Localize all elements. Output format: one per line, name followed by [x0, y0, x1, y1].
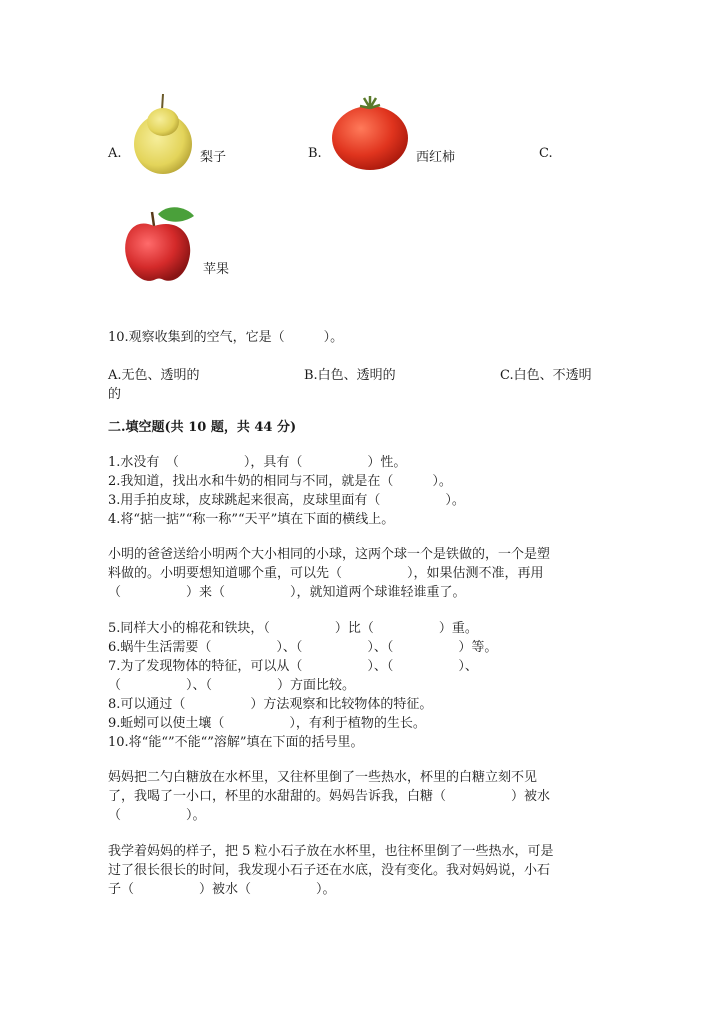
option-b-label: 西红柿 — [416, 150, 456, 165]
fill-q9: 9.蚯蚓可以使土壤（ ），有利于植物的生长。 — [108, 716, 426, 731]
option-a-letter: A. — [108, 146, 122, 161]
fill-q3: 3.用手拍皮球，皮球跳起来很高，皮球里面有（ ）。 — [108, 493, 465, 508]
q10-paragraph2-line2: 过了很长很长的时间，我发现小石子还在水底，没有变化。我对妈妈说，小石 — [108, 863, 551, 878]
q10-option-c-wrap: 的 — [108, 387, 122, 402]
fill-q10: 10.将“能“”不能“”溶解”填在下面的括号里。 — [108, 735, 364, 750]
q10-paragraph1-line2: 了，我喝了一小口，杯里的水甜甜的。妈妈告诉我，白糖（ ）被水 — [108, 789, 551, 804]
fill-q2: 2.我知道，找出水和牛奶的相同与不同，就是在（ ）。 — [108, 474, 452, 489]
q10-paragraph2-line1: 我学着妈妈的样子，把 5 粒小石子放在水杯里，也往杯里倒了一些热水，可是 — [108, 844, 554, 859]
q10-stem: 10.观察收集到的空气，它是（ ）。 — [108, 330, 344, 345]
fill-q4: 4.将“掂一掂”“称一称”“天平”填在下面的横线上。 — [108, 512, 395, 527]
option-c-letter: C. — [539, 146, 553, 161]
q10-paragraph1-line3: （ ）。 — [108, 808, 206, 823]
fill-q8: 8.可以通过（ ）方法观察和比较物体的特征。 — [108, 697, 433, 712]
option-a-label: 梨子 — [200, 150, 227, 165]
apple-image — [122, 204, 198, 284]
fill-q5: 5.同样大小的棉花和铁块，（ ）比（ ）重。 — [108, 621, 478, 636]
fill-q1: 1.水没有 （ ），具有（ ）性。 — [108, 455, 407, 470]
q10-paragraph1-line1: 妈妈把二勺白糖放在水杯里，又往杯里倒了一些热水，杯里的白糖立刻不见 — [108, 770, 538, 785]
fill-q7-line1: 7.为了发现物体的特征，可以从（ ）、（ ）、 — [108, 659, 478, 674]
option-b-letter: B. — [308, 146, 322, 161]
q4-paragraph-line3: （ ）来（ ），就知道两个球谁轻谁重了。 — [108, 585, 466, 600]
fill-q7-line2: （ ）、（ ）方面比较。 — [108, 678, 356, 693]
q10-option-c: C.白色、不透明 — [500, 368, 592, 383]
tomato-image — [330, 94, 410, 172]
option-c-label: 苹果 — [203, 262, 230, 277]
fill-q6: 6.蜗牛生活需要（ ）、（ ）、（ ）等。 — [108, 640, 498, 655]
q10-option-a: A.无色、透明的 — [108, 368, 200, 383]
q4-paragraph-line1: 小明的爸爸送给小明两个大小相同的小球，这两个球一个是铁做的，一个是塑 — [108, 547, 551, 562]
pear-image — [132, 92, 198, 176]
section-heading: 二.填空题(共 10 题，共 44 分) — [108, 420, 297, 435]
q10-option-b: B.白色、透明的 — [304, 368, 396, 383]
q4-paragraph-line2: 料做的。小明要想知道哪个重，可以先（ ），如果估测不准，再用 — [108, 566, 544, 581]
q10-paragraph2-line3: 子（ ）被水（ ）。 — [108, 882, 336, 897]
